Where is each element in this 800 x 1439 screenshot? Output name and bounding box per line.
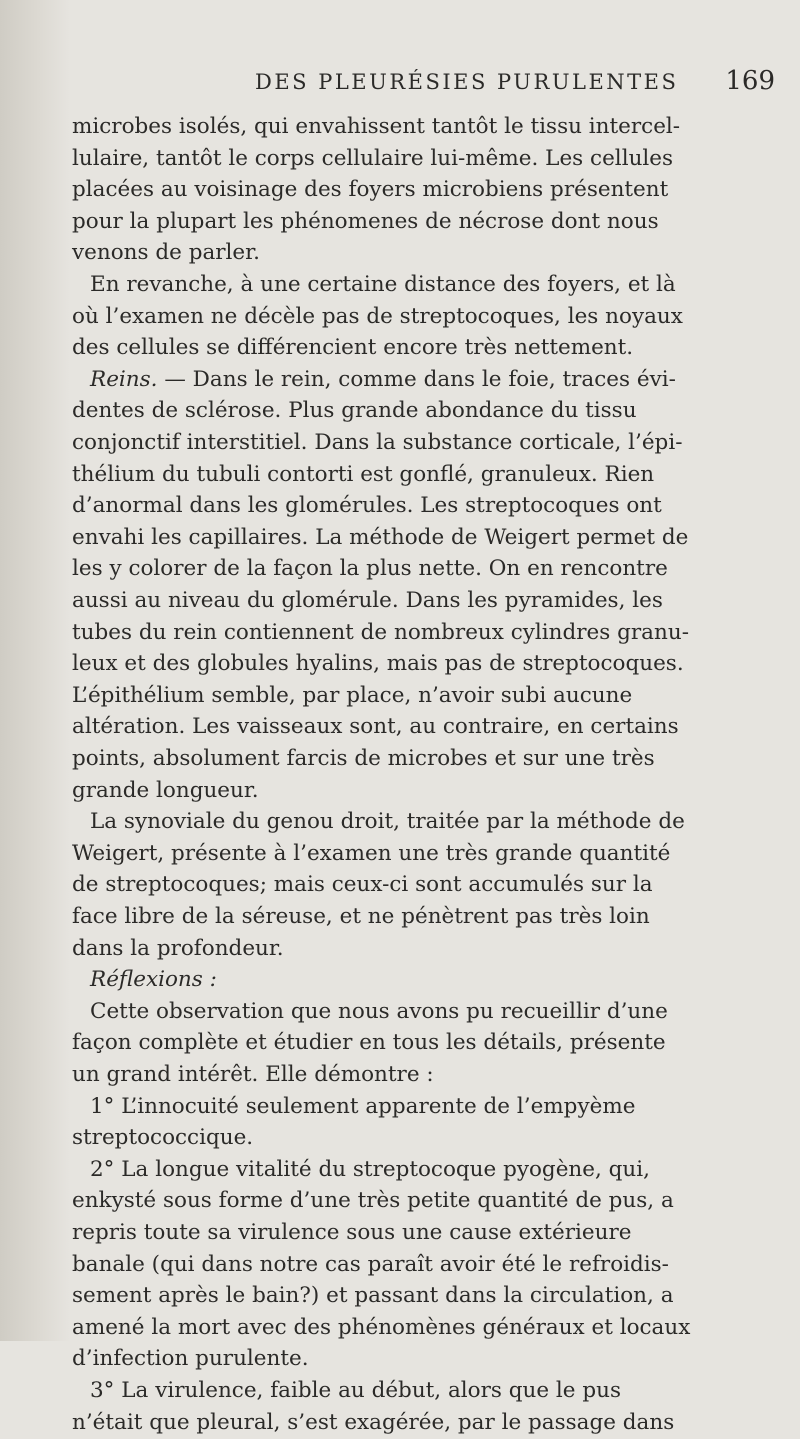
text-line (72, 1027, 666, 1059)
text-line (72, 490, 662, 522)
text-line (72, 553, 668, 585)
line-text: enkysté sous forme d’une très petite quantité de pus, a (72, 1188, 674, 1214)
text-line (72, 143, 673, 175)
line-text: n’était que pleural, s’est exagérée, par le passage dans (72, 1409, 675, 1435)
page-edge-shadow (0, 0, 70, 1341)
line-text: dans la profondeur. (72, 935, 284, 961)
line-text: 3° La virulence, faible au début, alors que le pus (90, 1378, 622, 1403)
line-text: L’épithélium semble, par place, n’avoir subi aucune (72, 682, 633, 708)
text-line (72, 1407, 674, 1439)
text-line (72, 522, 688, 554)
line-text: 2° La longue vitalité du streptocoque pyogène, qui, (90, 1156, 650, 1182)
text-line (72, 1343, 309, 1375)
line-text: La synoviale du genou droit, traitée par la méthode de (90, 809, 685, 835)
text-line (72, 901, 650, 933)
text-line (90, 964, 217, 996)
text-line (90, 806, 685, 838)
running-header (255, 64, 775, 108)
line-text: lulaire, tantôt le corps cellulaire lui-même. Les cellules (72, 145, 674, 171)
text-line (72, 1122, 253, 1154)
line-text: tubes du rein contiennent de nombreux cylindres granu- (72, 619, 689, 645)
line-text: Weigert, présente à l’examen une très grande quantité (72, 840, 671, 866)
text-line (72, 933, 284, 965)
line-text: microbes isolés, qui envahissent tantôt le tissu intercel- (72, 114, 681, 139)
section-heading: Reins. (90, 366, 158, 392)
line-text: repris toute sa virulence sous une cause extérieure (72, 1220, 632, 1245)
running-title: DES PLEURÉSIES PURULENTES (255, 70, 679, 94)
text-line (72, 206, 659, 238)
text-line (72, 648, 684, 680)
page-number: 169 (725, 66, 775, 96)
text-line (72, 332, 633, 364)
text-line (72, 301, 683, 333)
text-line (72, 775, 259, 807)
text-line (72, 395, 637, 427)
line-text: Cette observation que nous avons pu recueillir d’une (90, 998, 668, 1024)
line-text: amené la mort avec des phénomènes généraux et locaux (72, 1314, 691, 1340)
line-text: aussi au niveau du glomérule. Dans les pyramides, les (72, 588, 663, 613)
text-line (72, 711, 679, 743)
text-line (72, 1059, 434, 1091)
line-text: banale (qui dans notre cas paraît avoir été le refroidis- (72, 1251, 669, 1277)
line-text: venons de parler. (72, 240, 260, 266)
text-line (90, 269, 676, 301)
line-text: les y colorer de la façon la plus nette. On en rencontre (72, 556, 668, 582)
line-text: de streptocoques; mais ceux-ci sont accumulés sur la (72, 872, 653, 898)
section-heading: Réflexions : (90, 967, 217, 993)
line-text: un grand intérêt. Elle démontre : (72, 1062, 434, 1087)
line-text: — Dans le rein, comme dans le foie, traces évi- (157, 366, 676, 392)
text-line (72, 1280, 674, 1312)
text-line (72, 617, 689, 649)
line-text: d’infection purulente. (72, 1346, 309, 1372)
text-line (72, 680, 632, 712)
line-text: 1° L’innocuité seulement apparente de l’empyème (90, 1093, 636, 1119)
text-line (90, 996, 668, 1028)
line-text: sement après le bain?) et passant dans la circulation, a (72, 1283, 674, 1309)
line-text: grande longueur. (72, 777, 259, 803)
line-text: des cellules se différencient encore très nettement. (72, 335, 634, 361)
text-line (90, 364, 676, 396)
text-line (72, 1185, 674, 1217)
line-text: leux et des globules hyalins, mais pas de streptocoques. (72, 651, 684, 677)
line-text: altération. Les vaisseaux sont, au contraire, en certains (72, 714, 679, 740)
line-text: pour la plupart les phénomenes de nécrose dont nous (72, 208, 659, 234)
line-text: dentes de sclérose. Plus grande abondance du tissu (72, 398, 637, 424)
line-text: d’anormal dans les glomérules. Les streptocoques ont (72, 493, 662, 519)
text-line (90, 1091, 635, 1123)
text-line (72, 427, 682, 459)
line-text: En revanche, à une certaine distance des foyers, et là (90, 272, 676, 297)
text-line (72, 174, 668, 206)
line-text: points, absolument farcis de microbes et sur une très (72, 746, 655, 771)
text-line (72, 1249, 669, 1281)
text-line (90, 1375, 621, 1407)
text-line (72, 743, 655, 775)
line-text: conjonctif interstitiel. Dans la substance corticale, l’épi- (72, 430, 683, 455)
line-text: streptococcique. (72, 1125, 254, 1151)
line-text: face libre de la séreuse, et ne pénètrent pas très loin (72, 904, 650, 929)
line-text: façon complète et étudier en tous les détails, présente (72, 1030, 666, 1056)
line-text: où l’examen ne décèle pas de streptocoques, les noyaux (72, 303, 683, 329)
text-line (72, 869, 653, 901)
line-text: placées au voisinage des foyers microbiens présentent (72, 177, 669, 203)
line-text: thélium du tubuli contorti est gonflé, granuleux. Rien (72, 461, 655, 487)
text-line (90, 1154, 650, 1186)
text-line (72, 237, 260, 269)
text-line (72, 111, 680, 143)
line-text: envahi les capillaires. La méthode de Weigert permet de (72, 524, 689, 550)
text-line (72, 459, 654, 491)
text-line (72, 838, 670, 870)
text-line (72, 1312, 690, 1344)
text-line (72, 1217, 631, 1249)
text-line (72, 585, 663, 617)
